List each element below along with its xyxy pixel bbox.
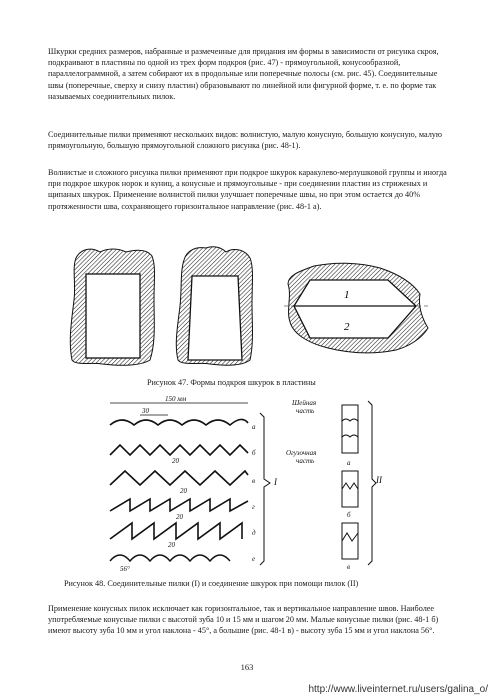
row-v-dim: 20	[180, 487, 187, 495]
seam-label-line1: Шейная	[292, 399, 317, 407]
row-letter-g: г	[252, 503, 255, 511]
row-letter-d: д	[252, 529, 256, 537]
footer-url[interactable]: http://www.liveinternet.ru/users/galina_o/	[308, 684, 488, 695]
dimension-step: 30	[142, 407, 149, 415]
angle-label: 56°	[120, 565, 130, 573]
row-d-dim: 20	[168, 541, 175, 549]
paragraph-saw-types: Соединительные пилки применяют нескольких видов: волнистую, малую конусную, большую конусную, малую прямоугольную, большую прямоугольной сложного рисунка (рис. 48-1).	[48, 130, 442, 151]
right-letter-v: в	[347, 563, 351, 571]
paragraph-wavy-saws: Волнистые и сложного рисунка пилки применяют при подкрое шкурок каракулево-мерлушковой группы и иногда при подкрое шкурок норок и куниц, а конусные и прямоугольные - при соединении пластин из стриженых и щипаных шкурок. Применение волнистой пилки улучшает поперечные швы, но при этом остается до 40% протяженности шва, сохраняющего горизонтальное направление (рис. 48-1 а).	[48, 168, 447, 211]
figure-48-joining-saws	[80, 393, 380, 573]
pelt-rectangular-shape	[70, 249, 154, 365]
seam-label-line2: часть	[296, 407, 315, 415]
group-label-I: I	[274, 477, 277, 487]
row-letter-e: е	[252, 555, 256, 563]
section-label-1: 1	[344, 289, 350, 301]
paragraph-intro: Шкурки средних размеров, набранные и размеченные для придания им формы в зависимости от рисунка скроя, подкраивают в пластины по одной из трех форм подкроя (рис. 47) - прямоугольной, конусообразной, параллелограммной, а затем собирают их в продольные или поперечные полосы (см. рис. 45). Соединительные швы (поперечные, сверху и снизу пластин) образовывают по линейной или фигурной форме, т. е. по форме так называемых соединительных пилок.	[48, 47, 439, 101]
pelt-conical-shape	[176, 247, 252, 365]
figure-48-caption: Рисунок 48. Соединительные пилки (I) и соединение шкурок при помощи пилок (II)	[64, 579, 359, 588]
row-letter-a: а	[252, 423, 256, 431]
right-letter-b: б	[347, 511, 351, 519]
row-b-dim: 20	[172, 457, 179, 465]
row-letter-b: б	[252, 449, 256, 457]
tail-label-line2: часть	[296, 457, 315, 465]
row-letter-v: в	[252, 477, 256, 485]
section-label-2: 2	[344, 321, 350, 333]
right-letter-a: а	[347, 459, 351, 467]
figure-47-caption: Рисунок 47. Формы подкроя шкурок в пластины	[147, 378, 316, 387]
group-label-II: II	[376, 475, 382, 485]
tail-label-line1: Огузочная	[286, 449, 317, 457]
dimension-total: 150 мм	[165, 395, 187, 403]
paragraph-cone-saws: Применение конусных пилок исключает как горизонтальное, так и вертикальное направление швов. Наиболее употребляемые конусные пилки с высотой зуба 10 и 15 мм и шагом 20 мм. Малые конусные пилки (рис. 48-1 б) имеют высоту зуба 10 мм и угол наклона - 45°, а большие (рис. 48-1 в) - высоту зуба 15 мм и угол наклона 56°.	[48, 604, 439, 636]
row-g-dim: 20	[176, 513, 183, 521]
page-number: 163	[240, 662, 254, 672]
figure-47-pelt-shapes	[62, 244, 434, 372]
pelt-parallelogram-shape	[284, 263, 430, 353]
